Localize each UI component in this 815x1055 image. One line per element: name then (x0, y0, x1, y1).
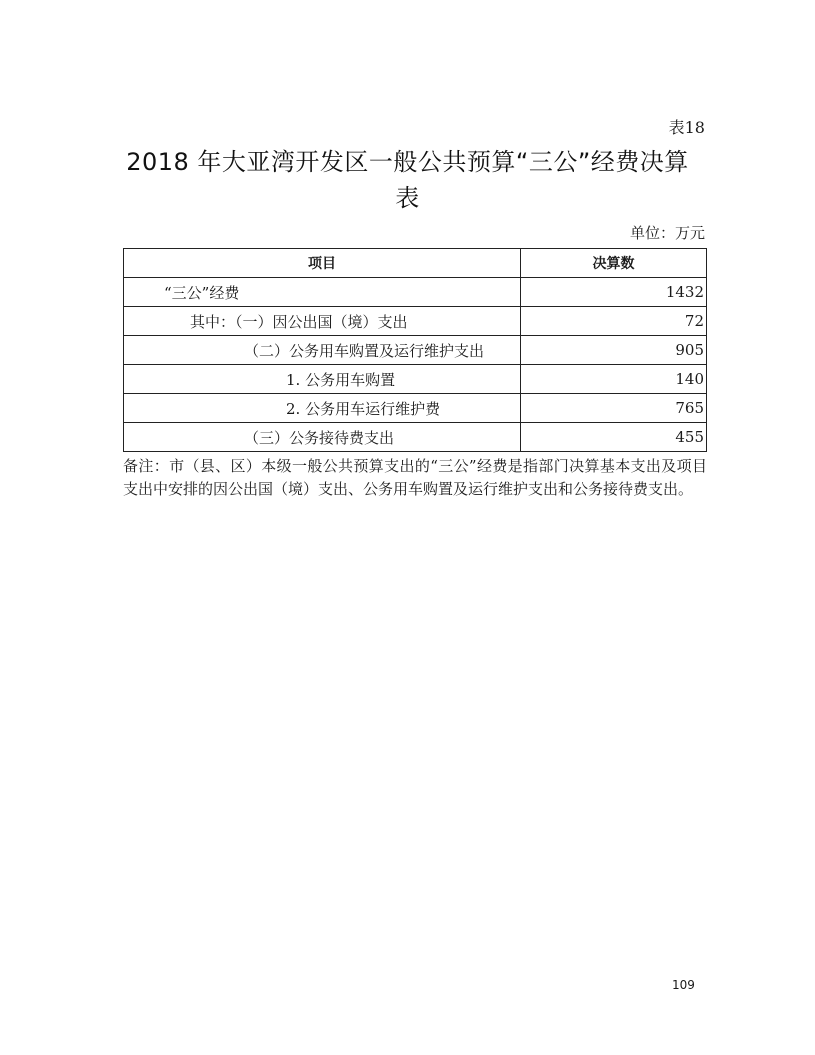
row-item-label: 2. 公务用车运行维护费 (124, 394, 521, 423)
row-amount: 140 (521, 365, 707, 394)
table-row (124, 307, 707, 336)
three-public-expenses-table (123, 248, 707, 452)
table-row (124, 423, 707, 452)
row-amount: 765 (521, 394, 707, 423)
row-item-label: “三公”经费 (124, 278, 521, 307)
table-row (124, 278, 707, 307)
title-line-1: 2018 年大亚湾开发区一般公共预算“三公”经费决算 (126, 148, 689, 176)
row-item-label: 其中：（一）因公出国（境）支出 (124, 307, 521, 336)
row-item-label: （三）公务接待费支出 (124, 423, 521, 452)
table-header-row (124, 249, 707, 278)
row-amount: 72 (521, 307, 707, 336)
page-title (110, 144, 705, 216)
table-number: 表18 (668, 118, 705, 137)
column-header-item: 项目 (124, 249, 521, 278)
column-header-amount: 决算数 (521, 249, 707, 278)
row-amount: 455 (521, 423, 707, 452)
row-item-label: 1. 公务用车购置 (124, 365, 521, 394)
row-amount: 1432 (521, 278, 707, 307)
page-number: 109 (672, 978, 695, 992)
title-line-2: 表 (395, 184, 420, 212)
table-row (124, 365, 707, 394)
row-item-label: （二）公务用车购置及运行维护支出 (124, 336, 521, 365)
table-row (124, 394, 707, 423)
unit-label: 单位：万元 (629, 224, 705, 242)
footnote: 备注：市（县、区）本级一般公共预算支出的“三公”经费是指部门决算基本支出及项目支出中安排的因公出国（境）支出、公务用车购置及运行维护支出和公务接待费支出。 (123, 457, 707, 498)
table-row (124, 336, 707, 365)
row-amount: 905 (521, 336, 707, 365)
